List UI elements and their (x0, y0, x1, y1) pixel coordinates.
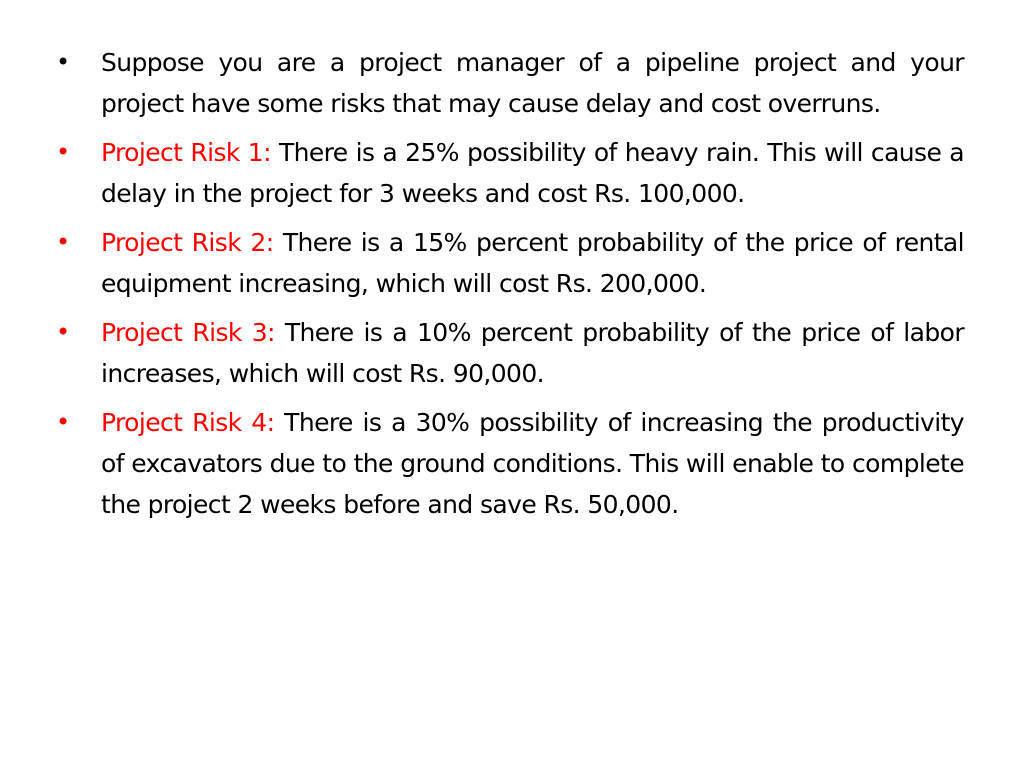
bullet-icon: • (56, 138, 70, 166)
bullet-item-risk-3 (56, 312, 964, 394)
bullet-item-risk-2 (56, 222, 964, 304)
bullet-item-intro (56, 42, 964, 124)
risk-text: There is a 25% possibility of heavy rain. This will cause a delay in the project for 3 weeks and cost Rs. 100,000. (101, 138, 964, 208)
risk-text: There is a 10% percent probability of the price of labor increases, which will cost Rs. 90,000. (101, 318, 965, 388)
bullet-icon: • (56, 318, 70, 346)
bullet-item-risk-1 (56, 132, 964, 214)
bullet-list (56, 42, 964, 533)
bullet-item-risk-4 (56, 402, 964, 525)
bullet-icon: • (56, 408, 70, 436)
risk-text: There is a 30% possibility of increasing the productivity of excavators due to the ground conditions. This will enable to complete the project 2 weeks before and save Rs. 50,000. (101, 408, 964, 519)
risk-label: Project Risk 1: (101, 138, 271, 167)
bullet-icon: • (56, 228, 70, 256)
bullet-text: Suppose you are a project manager of a pipeline project and your project have some risks that may cause delay and cost overruns. (101, 48, 964, 118)
bullet-icon: • (56, 48, 70, 76)
risk-label: Project Risk 4: (101, 408, 275, 437)
risk-label: Project Risk 3: (101, 318, 275, 347)
risk-text: There is a 15% percent probability of the price of rental equipment increasing, which will cost Rs. 200,000. (101, 228, 965, 298)
risk-label: Project Risk 2: (101, 228, 274, 257)
